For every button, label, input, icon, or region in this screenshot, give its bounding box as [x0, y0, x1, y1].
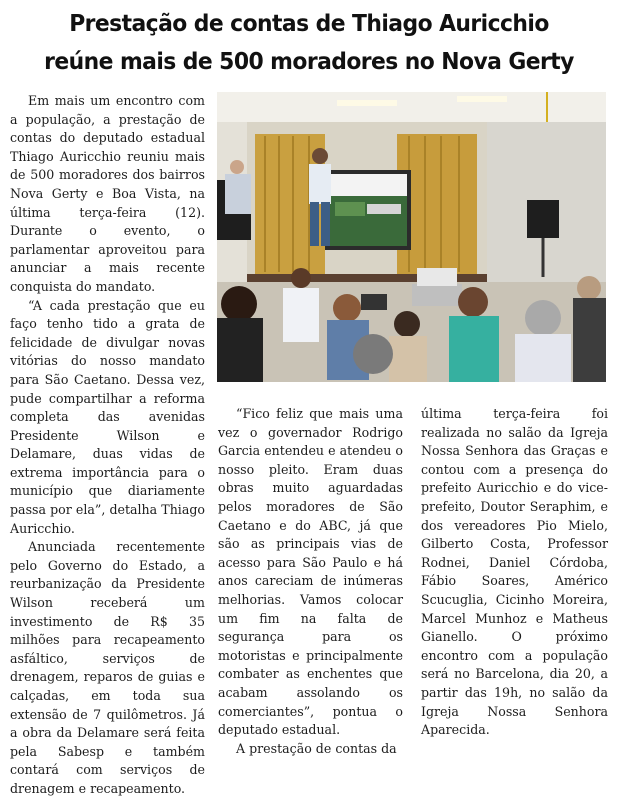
paragraph: “A cada prestação que eu faço tenho tido a grata de felicidade de divulgar novas vitórias do nosso mandato para São Caetano. Dessa vez, pude compartilhar a reforma completa das avenidas Presidente Wilson e Delamare, duas vidas de extrema importância para o município que diariamente passa por ela”, detalha Thiago Auricchio. — [10, 297, 205, 536]
paragraph: “Fico feliz que mais uma vez o governador Rodrigo Garcia entendeu e atendeu o nosso pleito. Eram duas obras muito aguardadas pelos moradores de São Caetano e do ABC, já que são as principais vias de acesso para São Paulo e há anos careciam de inúmeras melhorias. Vamos colocar um fim na falta de segurança para os motoristas e principalmente combater as enchentes que acabam assolando os comerciantes”, pontua o deputado estadual. — [218, 406, 403, 738]
paragraph: Anunciada recentemente pelo Governo do Estado, a reurbanização da Presidente Wilson receberá um investimento de R$ 35 milhões para recapeamento asfáltico, serviços de drenagem, reparos de guias e calçadas, em toda sua extensão de 7 quilômetros. Já a obra da Delamare será feita pela Sabesp e também contará com serviços de drenagem e recapeamento. — [10, 539, 205, 796]
headline-line-1: Prestação de contas de Thiago Auricchio — [69, 9, 549, 37]
article-column-2 — [218, 405, 403, 758]
paragraph: Em mais um encontro com a população, a prestação de contas do deputado estadual Thiago Auricchio reuniu mais de 500 moradores dos bairros Nova Gerty e Boa Vista, na última terça-feira (12). Durante o evento, o parlamentar aproveitou para anunciar a mais recente conquista do mandato. — [10, 93, 205, 294]
paragraph: última terça-feira foi realizada no salão da Igreja Nossa Senhora das Graças e contou com a presença do prefeito Auricchio e do vice-prefeito, Doutor Seraphim, e dos vereadores Pio Mielo, Gilberto Costa, Professor Rodnei, Daniel Córdoba, Fábio Soares, Américo Scucuglia, Cicinho Moreira, Marcel Munhoz e Matheus Gianello. O próximo encontro com a população será no Barcelona, dia 20, a partir das 19h, no salão da Igreja Nossa Senhora Aparecida. — [421, 406, 608, 738]
headline-line-2: reúne mais de 500 moradores no Nova Gerty — [44, 47, 574, 75]
article-column-1 — [10, 92, 205, 799]
article-headline — [29, 4, 589, 80]
paragraph: A prestação de contas da — [236, 740, 397, 756]
article-column-3 — [421, 405, 608, 740]
event-photo — [217, 92, 606, 382]
